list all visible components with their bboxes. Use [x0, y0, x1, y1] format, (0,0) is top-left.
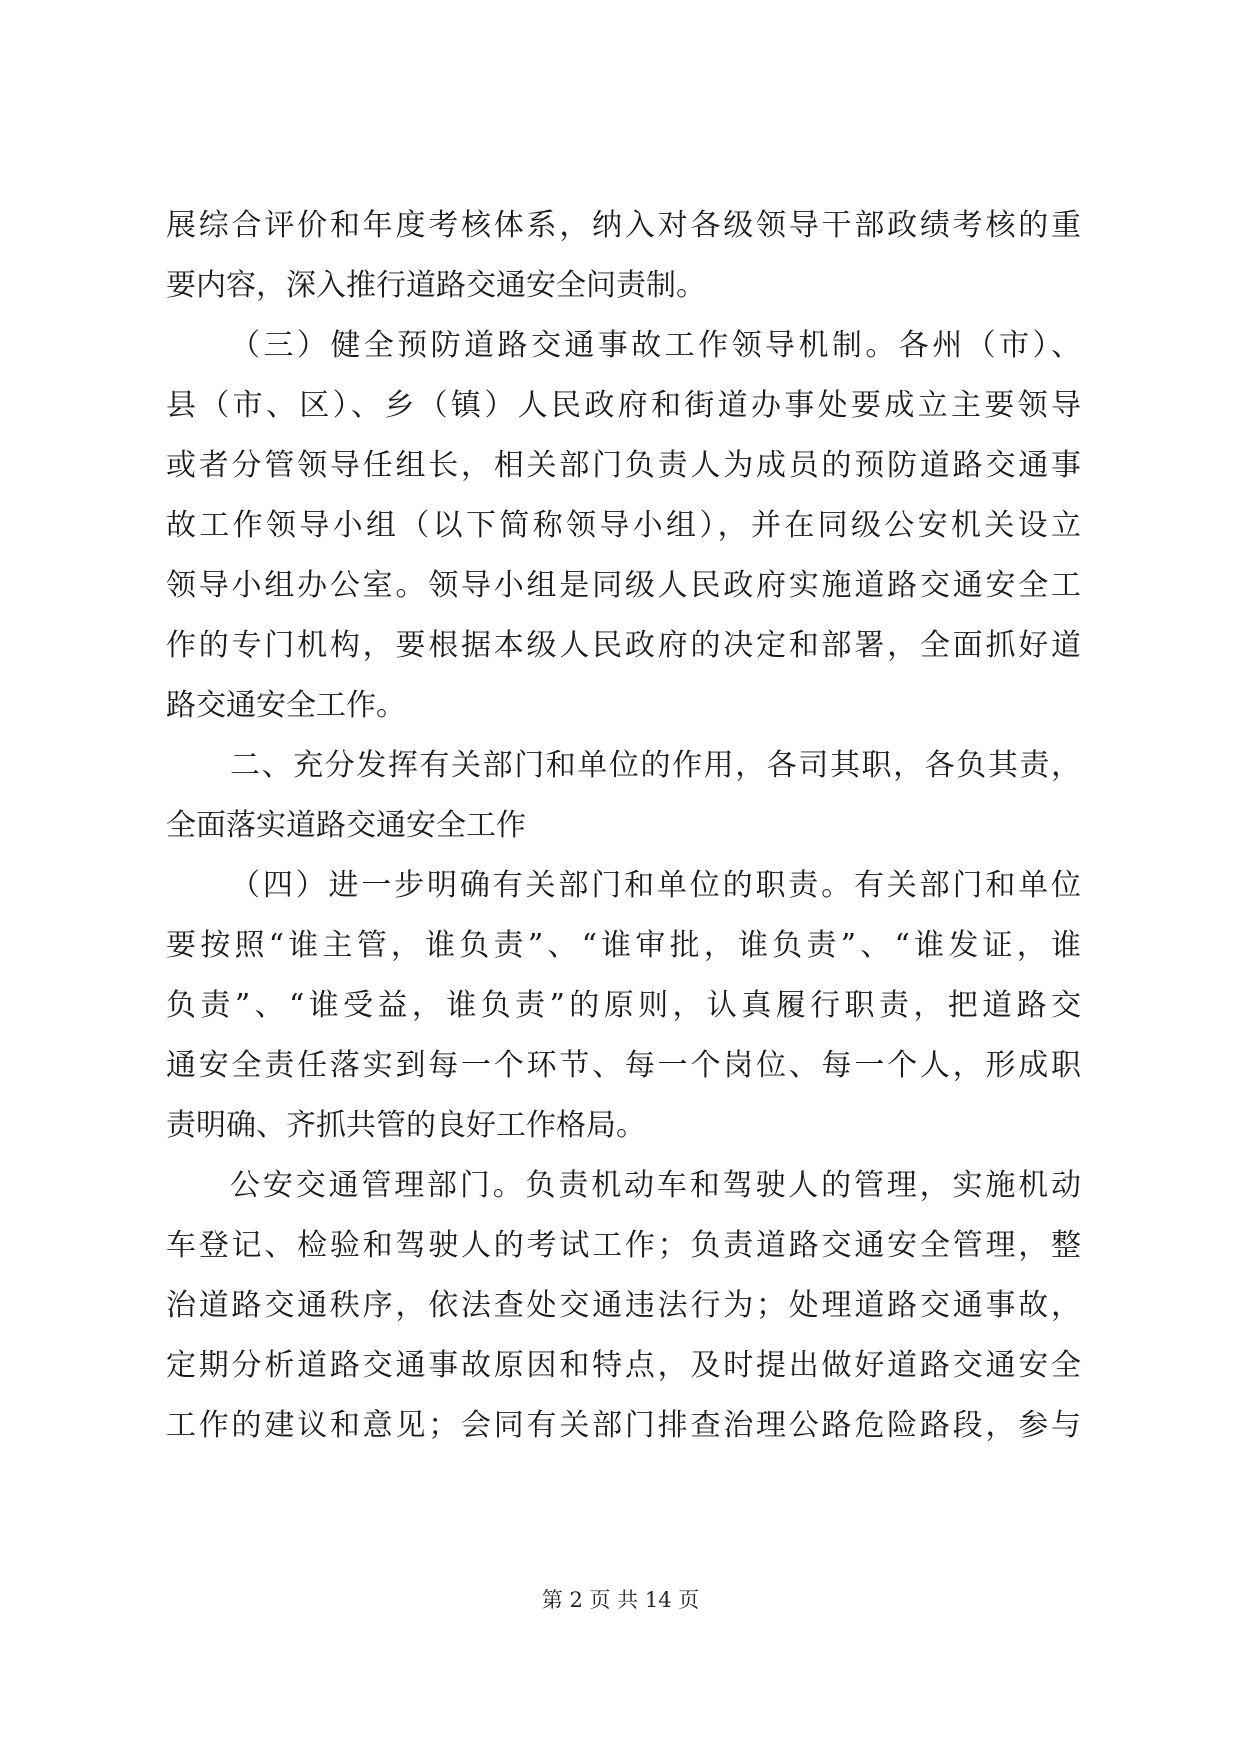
text-line: （四）进一步明确有关部门和单位的职责。有关部门和单位	[230, 868, 1081, 903]
text-line: 定期分析道路交通事故原因和特点，及时提出做好道路交通安全	[166, 1348, 1081, 1383]
text-line: 负责”、“谁受益，谁负责”的原则，认真履行职责，把道路交	[166, 988, 1081, 1023]
text-line: 县（市、区）、乡（镇）人民政府和街道办事处要成立主要领导	[166, 388, 1081, 423]
section-heading-line: 全面落实道路交通安全工作	[166, 808, 526, 843]
text-line: 公安交通管理部门。负责机动车和驾驶人的管理，实施机动	[230, 1168, 1081, 1203]
text-line: 作的专门机构，要根据本级人民政府的决定和部署，全面抓好道	[166, 628, 1081, 663]
text-line: 工作的建议和意见；会同有关部门排查治理公路危险路段，参与	[166, 1408, 1081, 1443]
text-line: 通安全责任落实到每一个环节、每一个岗位、每一个人，形成职	[166, 1048, 1081, 1083]
text-line: 要内容，深入推行道路交通安全问责制。	[166, 268, 706, 303]
text-line: （三）健全预防道路交通事故工作领导机制。各州（市）、	[230, 328, 1081, 363]
text-line: 领导小组办公室。领导小组是同级人民政府实施道路交通安全工	[166, 568, 1081, 603]
text-line: 或者分管领导任组长，相关部门负责人为成员的预防道路交通事	[166, 448, 1081, 483]
text-line: 责明确、齐抓共管的良好工作格局。	[166, 1108, 646, 1143]
section-heading-line: 二、充分发挥有关部门和单位的作用，各司其职，各负其责，	[230, 748, 1081, 783]
text-line: 路交通安全工作。	[166, 688, 406, 723]
text-line: 车登记、检验和驾驶人的考试工作；负责道路交通安全管理，整	[166, 1228, 1081, 1263]
text-line: 故工作领导小组（以下简称领导小组），并在同级公安机关设立	[166, 508, 1081, 543]
text-line: 展综合评价和年度考核体系，纳入对各级领导干部政绩考核的重	[166, 208, 1081, 243]
text-line: 治道路交通秩序，依法查处交通违法行为；处理道路交通事故，	[166, 1288, 1081, 1323]
page-number-footer: 第 2 页 共 14 页	[541, 1588, 700, 1612]
text-line: 要按照“谁主管，谁负责”、“谁审批，谁负责”、“谁发证，谁	[166, 928, 1081, 963]
